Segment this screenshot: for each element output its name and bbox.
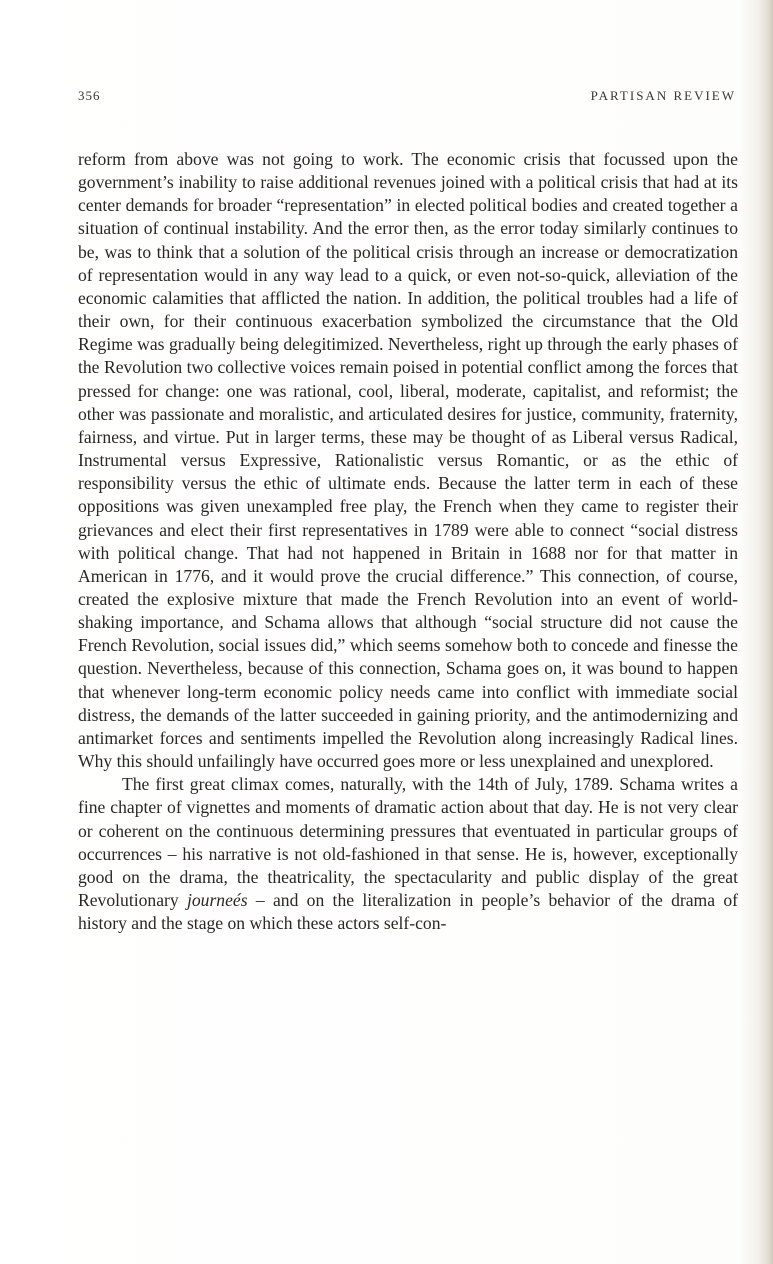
article-body — [78, 148, 738, 935]
running-head — [78, 88, 736, 108]
paragraph-storming-climax — [78, 773, 738, 935]
paragraph-text-start: The first great climax comes, naturally, with the 14th of July, 1789. Schama writes a fine chapter of vignettes and moments of dramatic action about that day. He is not very clear or coherent on the continuous determining pressures that eventuated in particular groups of occurrences – his narrative is not old-fashioned in that sense. He is, however, exceptionally good on the drama, the theatricality, the spectacularity and public display of the great Revolutionary — [78, 774, 738, 910]
journal-title: PARTISAN REVIEW — [590, 88, 736, 103]
paragraph-text-end: – and on the literalization in people’s behavior of the drama of history and the stage on which these actors self-con- — [78, 890, 739, 934]
italic-term-journees: journeés — [186, 890, 248, 910]
page-number: 356 — [78, 88, 101, 103]
paragraph-continued: reform from above was not going to work. The economic crisis that focussed upon the government’s inability to raise additional revenues joined with a political crisis that had at its center demands for broader “representation” in elected political bodies and created together a situation of continual instability. And the error then, as the error today similarly continues to be, was to think that a solution of the political crisis through an increase or democratization of representation would in any way lead to a quick, or even not-so-quick, alleviation of the economic calamities that afflicted the nation. In addition, the political troubles had a life of their own, for their continuous exacerbation symbolized the circumstance that the Old Regime was gradually being delegitimized. Nevertheless, right up through the early phases of the Revolution two collective voices remain poised in potential conflict among the forces that pressed for change: one was rational, cool, liberal, moderate, capitalist, and reformist; the other was passionate and moralistic, and articulated desires for justice, community, fraternity, fairness, and virtue. Put in larger terms, these may be thought of as Liberal versus Radical, Instrumental versus Expressive, Rationalistic versus Romantic, or as the ethic of responsibility versus the ethic of ultimate ends. Because the latter term in each of these oppositions was given unexampled free play, the French when they came to register their grievances and elect their first representatives in 1789 were able to connect “social distress with political change. That had not happened in Britain in 1688 nor for that matter in American in 1776, and it would prove the crucial difference.” This connection, of course, created the explosive mixture that made the French Revolution into an event of world-shaking importance, and Schama allows that although “social structure did not cause the French Revolution, social issues did,” which seems somehow both to concede and finesse the question. Nevertheless, because of this connection, Schama goes on, it was bound to happen that whenever long-term economic policy needs came into conflict with immediate social distress, the demands of the latter succeeded in gaining priority, and the antimodernizing and antimarket forces and sentiments impelled the Revolution along increasingly Radical lines. Why this should unfailingly have occurred goes more or less unexplained and unexplored. — [78, 149, 738, 772]
